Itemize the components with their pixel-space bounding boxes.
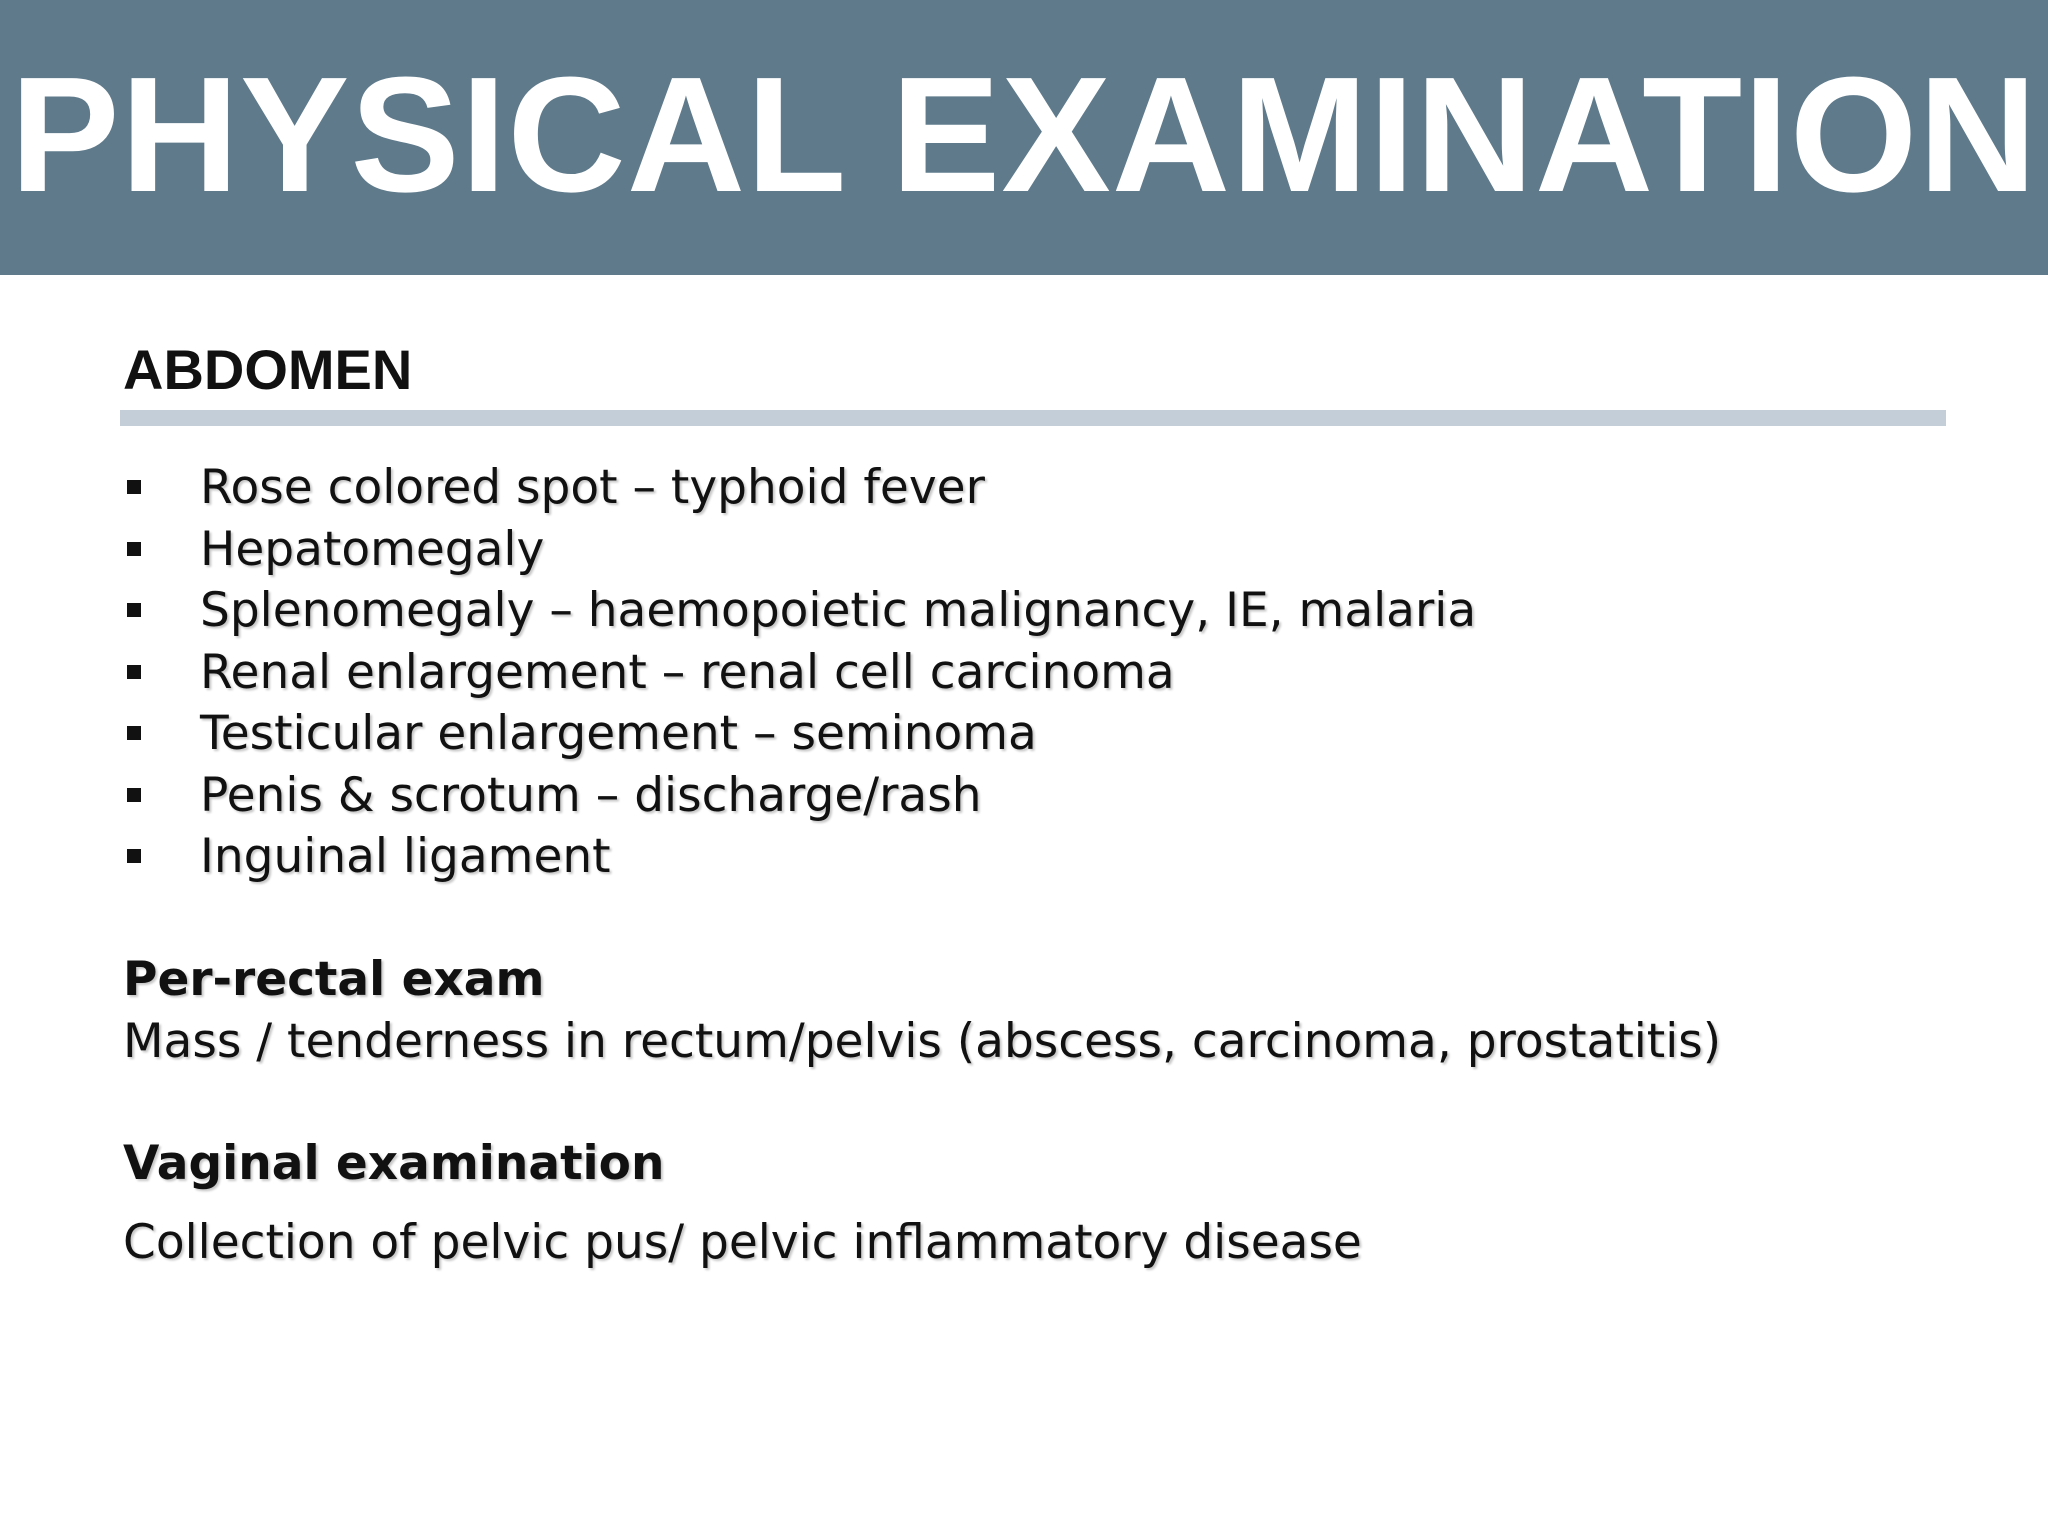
per-rectal-text: Mass / tenderness in rectum/pelvis (abscess, carcinoma, prostatitis)	[123, 1014, 1722, 1069]
vaginal-exam-heading: Vaginal examination	[123, 1136, 665, 1191]
title-band	[0, 0, 2048, 275]
list-item-text: Renal enlargement – renal cell carcinoma	[200, 644, 1175, 700]
square-bullet-icon	[127, 849, 141, 863]
list-item-text: Inguinal ligament	[200, 829, 611, 884]
per-rectal-heading: Per-rectal exam	[123, 952, 545, 1007]
list-item-text: Splenomegaly – haemopoietic malignancy, IE, malaria	[200, 583, 1477, 638]
square-bullet-icon	[127, 542, 141, 556]
square-bullet-icon	[127, 603, 141, 617]
section-divider	[120, 410, 1946, 426]
list-item-text: Testicular enlargement – seminoma	[200, 706, 1037, 761]
square-bullet-icon	[127, 665, 141, 679]
slide-title: PHYSICAL EXAMINATION	[10, 43, 2038, 226]
vaginal-exam-text: Collection of pelvic pus/ pelvic inflammatory disease	[123, 1215, 1362, 1270]
list-item-text: Rose colored spot – typhoid fever	[200, 460, 985, 515]
section-heading-abdomen: ABDOMEN	[123, 338, 413, 401]
list-item-text: Penis & scrotum – discharge/rash	[200, 767, 982, 823]
square-bullet-icon	[127, 726, 141, 740]
square-bullet-icon	[127, 788, 141, 802]
square-bullet-icon	[127, 480, 141, 494]
list-item-text: Hepatomegaly	[200, 521, 545, 577]
